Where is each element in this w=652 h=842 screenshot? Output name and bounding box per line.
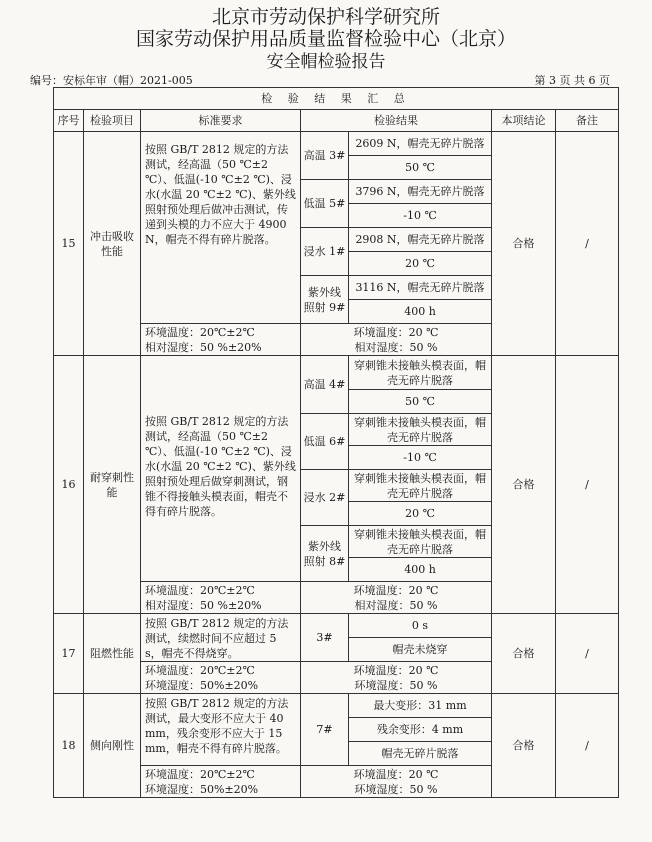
environment-requirement: 环境温度：20℃±2℃ 环境湿度：50%±20% [141,766,301,798]
sample-label: 紫外线照射 8# [301,526,349,582]
test-condition: 50 ℃ [349,390,492,414]
column-header: 标准要求 [141,110,301,132]
remark: / [556,356,619,614]
standard-requirement: 按照 GB/T 2812 规定的方法测试，续燃时间不应超过 5 s，帽壳不得烧穿。 [141,614,301,662]
test-item: 阻燃性能 [84,614,141,694]
standard-requirement: 按照 GB/T 2812 规定的方法测试，经高温（50 ℃±2 ℃）、低温(-10 ℃±2 ℃)、浸水(水温 20 ℃±2 ℃)、紫外线照射预处理后做穿刺测试，钢锥不得接触头模表面，帽壳不得有碎片脱落。 [141,356,301,582]
test-result: 穿刺锥未接触头模表面，帽壳无碎片脱落 [349,470,492,502]
sample-label: 浸水 1# [301,228,349,276]
sample-label: 浸水 2# [301,470,349,526]
test-result: 穿刺锥未接触头模表面，帽壳无碎片脱落 [349,414,492,446]
test-result: 2609 N，帽壳无碎片脱落 [349,132,492,156]
test-condition: 50 ℃ [349,156,492,180]
test-result: 3796 N，帽壳无碎片脱落 [349,180,492,204]
environment-requirement: 环境温度：20℃±2℃ 相对湿度：50 %±20% [141,324,301,356]
environment-actual: 环境温度：20 ℃ 环境湿度：50 % [301,766,492,798]
test-result: 帽壳无碎片脱落 [349,742,492,766]
test-condition: 20 ℃ [349,502,492,526]
test-condition: 400 h [349,300,492,324]
test-result: 最大变形：31 mm [349,694,492,718]
row-number: 18 [54,694,84,798]
page-indicator: 第 3 页 共 6 页 [534,74,610,87]
environment-requirement: 环境温度：20℃±2℃ 环境湿度：50%±20% [141,662,301,694]
column-header: 检验结果 [301,110,492,132]
table-header-row [54,110,619,132]
column-header: 序号 [54,110,84,132]
table-title: 检 验 结 果 汇 总 [54,88,619,110]
sample-label: 紫外线照射 9# [301,276,349,324]
test-condition: 400 h [349,558,492,582]
test-result: 3116 N，帽壳无碎片脱落 [349,276,492,300]
conclusion: 合格 [492,356,556,614]
sample-label: 低温 5# [301,180,349,228]
sample-label: 高温 3# [301,132,349,180]
test-result: 穿刺锥未接触头模表面，帽壳无碎片脱落 [349,526,492,558]
remark: / [556,614,619,694]
results-table [53,87,619,798]
test-result: 2908 N，帽壳无碎片脱落 [349,228,492,252]
test-result: 残余变形：4 mm [349,718,492,742]
test-item: 冲击吸收性能 [84,132,141,356]
environment-actual: 环境温度：20 ℃ 相对湿度：50 % [301,582,492,614]
sample-label: 高温 4# [301,356,349,414]
column-header: 备注 [556,110,619,132]
report-title: 安全帽检验报告 [266,52,386,72]
test-item: 耐穿刺性能 [84,356,141,614]
test-condition: -10 ℃ [349,204,492,228]
standard-requirement: 按照 GB/T 2812 规定的方法测试，经高温（50 ℃±2 ℃）、低温(-10 ℃±2 ℃)、浸水(水温 20 ℃±2 ℃)、紫外线照射预处理后做冲击测试，传递到头模的力不应大于 4900 N，帽壳不得有碎片脱落。 [141,132,301,324]
column-header: 本项结论 [492,110,556,132]
conclusion: 合格 [492,614,556,694]
conclusion: 合格 [492,132,556,356]
row-number: 16 [54,356,84,614]
test-result: 0 s [349,614,492,638]
remark: / [556,694,619,798]
column-header: 检验项目 [84,110,141,132]
environment-requirement: 环境温度：20℃±2℃ 相对湿度：50 %±20% [141,582,301,614]
test-item: 侧向刚性 [84,694,141,798]
environment-actual: 环境温度：20 ℃ 环境湿度：50 % [301,662,492,694]
report-code: 编号：安标年审（帽）2021-005 [30,74,193,87]
sample-label: 7# [301,694,349,766]
conclusion: 合格 [492,694,556,798]
test-result: 穿刺锥未接触头模表面，帽壳无碎片脱落 [349,356,492,390]
sample-label: 3# [301,614,349,662]
test-condition: 20 ℃ [349,252,492,276]
row-number: 17 [54,614,84,694]
test-result: 帽壳未烧穿 [349,638,492,662]
environment-actual: 环境温度：20 ℃ 相对湿度：50 % [301,324,492,356]
sample-label: 低温 6# [301,414,349,470]
test-condition: -10 ℃ [349,446,492,470]
row-number: 15 [54,132,84,356]
center-name: 国家劳动保护用品质量监督检验中心（北京） [135,28,516,50]
institute-name: 北京市劳动保护科学研究所 [211,6,440,28]
standard-requirement: 按照 GB/T 2812 规定的方法测试，最大变形不应大于 40 mm，残余变形不应大于 15 mm，帽壳不得有碎片脱落。 [141,694,301,766]
remark: / [556,132,619,356]
